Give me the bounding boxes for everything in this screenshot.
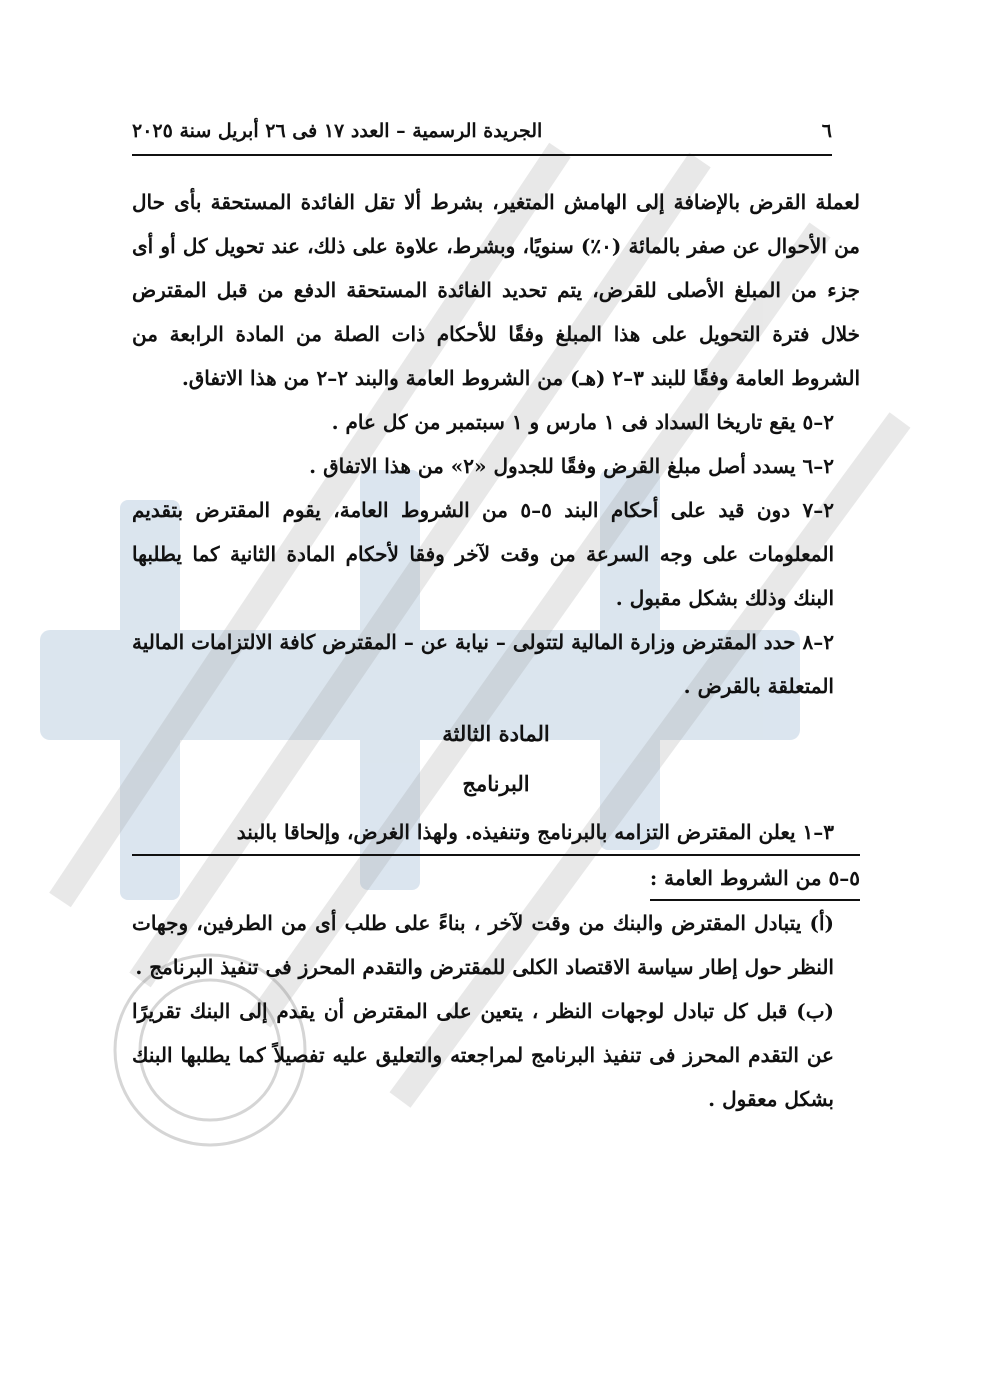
paragraph-2-8: ٢–٨ حدد المقترض وزارة المالية لتتولى – نيابة عن – المقترض كافة الالتزامات المالية المتعلقة بالقرض .	[132, 630, 834, 698]
gazette-title: الجريدة الرسمية – العدد ١٧ فى ٢٦ أبريل سنة ٢٠٢٥	[132, 120, 543, 142]
header-divider	[132, 154, 832, 156]
paragraph-3-1-b: (ب) قبل كل تبادل لوجهات النظر ، يتعين على المقترض أن يقدم إلى البنك تقريرًا عن التقدم المحرز فى تنفيذ البرنامج لمراجعته والتعليق عليه تفصيلاً كما يطلبها البنك بشكل معقول .	[132, 999, 834, 1111]
paragraph-3-1-a: (أ) يتبادل المقترض والبنك من وقت لآخر ، بناءً على طلب أى من الطرفين، وجهات النظر حول إطار سياسة الاقتصاد الكلى للمقترض والتقدم المحرز فى تنفيذ البرنامج .	[132, 911, 834, 979]
paragraph-2-5: ٢–٥ يقع تاريخا السداد فى ١ مارس و ١ سبتمبر من كل عام .	[331, 410, 834, 434]
paragraph-interest: لعملة القرض بالإضافة إلى الهامش المتغير، بشرط ألا تقل الفائدة المستحقة بأى حال من الأحوال عن صفر بالمائة (٠٪) سنويًا، وبشرط، علاوة على ذلك، عند تحويل كل أو أى جزء من المبلغ الأصلى للقرض، يتم تحديد الفائدة المستحقة الدفع من قبل المقترض خلال فترة التحويل على هذا المبلغ وفقًا للأحكام ذات الصلة من المادة الرابعة من الشروط العامة وفقًا للبند ٣–٢ (هـ) من الشروط العامة والبند ٢–٢ من هذا الاتفاق.	[132, 190, 861, 390]
page-header	[132, 108, 832, 154]
paragraph-3-1-continued: ٥–٥ من الشروط العامة :	[650, 859, 860, 901]
page-number: ٦	[821, 120, 832, 142]
paragraph-2-6: ٢–٦ يسدد أصل مبلغ القرض وفقًا للجدول «٢» من هذا الاتفاق .	[309, 454, 834, 478]
document-body	[132, 180, 860, 1121]
paragraph-3-1: ٣–١ يعلن المقترض التزامه بالبرنامج وتنفيذه. ولهذا الغرض، وإلحاقا بالبند	[132, 810, 860, 856]
program-heading: البرنامج	[462, 771, 530, 796]
article-three-heading: المادة الثالثة	[442, 721, 550, 746]
paragraph-2-7: ٢–٧ دون قيد على أحكام البند ٥–٥ من الشروط العامة، يقوم المقترض بتقديم المعلومات على وجه السرعة من وقت لآخر وفقا لأحكام المادة الثانية كما يطلبها البنك وذلك بشكل مقبول .	[132, 498, 834, 610]
